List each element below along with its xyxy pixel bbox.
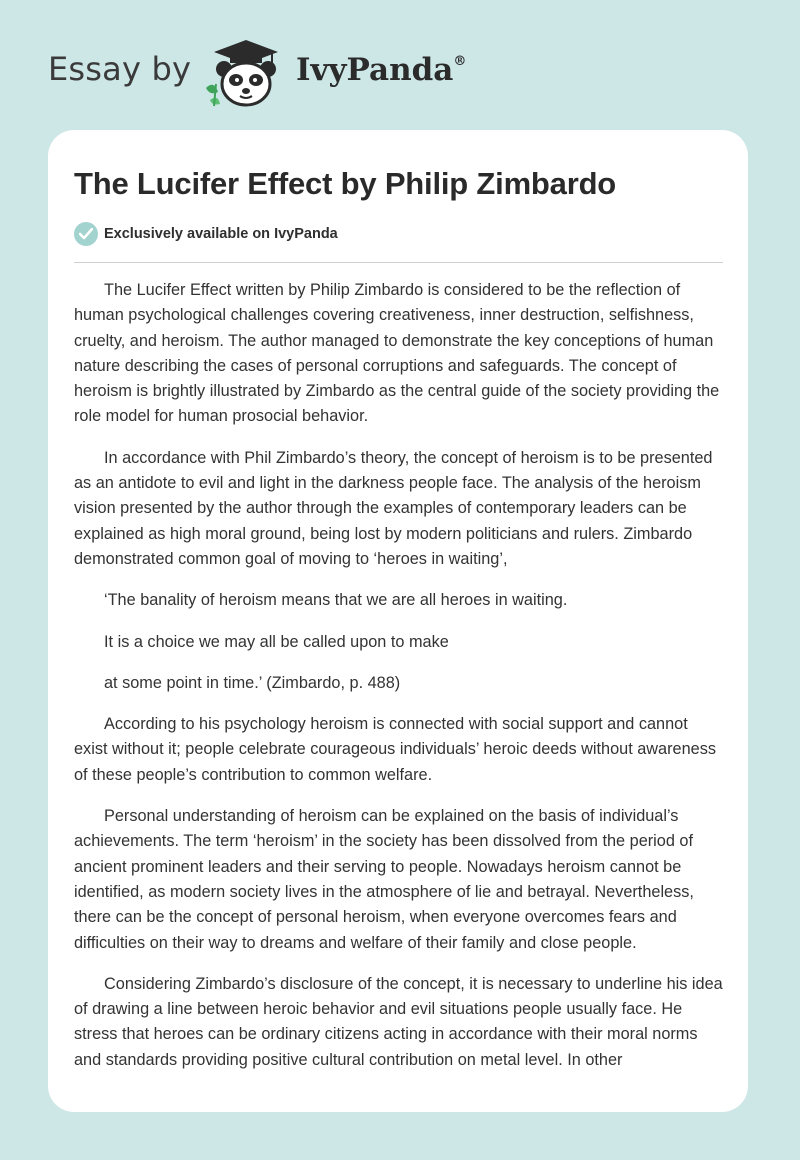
brand-name[interactable]: [296, 52, 466, 88]
paragraph: Considering Zimbardo’s disclosure of the concept, it is necessary to underline his idea of drawing a line between heroic behavior and evil situations people usually face. He stress that heroes can be ordinary citizens acting in accordance with their moral norms and standards providing positive cultural contribution on metal level. In other: [74, 974, 723, 1069]
paragraph: According to his psychology heroism is connected with social support and cannot exist without it; people celebrate courageous individuals’ heroic deeds without awareness of these people’s contribution to common welfare.: [74, 715, 716, 784]
exclusive-badge-label: Exclusively available on IvyPanda: [104, 226, 338, 242]
panda-logo-icon[interactable]: [200, 36, 292, 108]
paragraph: In accordance with Phil Zimbardo’s theory, the concept of heroism is to be presented as an antidote to evil and light in the darkness people face. The analysis of the heroism vision presented by the author through the examples of contemporary leaders can be explained as high moral ground, being lost by modern politicians and rulers. Zimbardo demonstrated common goal of moving to ‘heroes in waiting’,: [74, 448, 713, 568]
article-body: [74, 278, 724, 1089]
essay-card: [48, 130, 748, 1112]
quote-line: It is a choice we may all be called upon to make: [104, 632, 449, 651]
exclusive-badge: [74, 222, 338, 246]
paragraph: Personal understanding of heroism can be explained on the basis of individual’s achievements. The term ‘heroism’ in the society has been dissolved from the period of ancient prominent leaders and their serving to people. Nowadays heroism cannot be identified, as modern society lives in the atmosphere of lie and betrayal. Nevertheless, there can be the concept of personal heroism, when everyone overcomes fears and difficulties on their way to dreams and welfare of their family and close people.: [74, 807, 694, 952]
essay-by-tagline: Essay by: [48, 50, 192, 88]
divider: [74, 262, 723, 263]
quote-line: ‘The banality of heroism means that we are all heroes in waiting.: [104, 591, 568, 610]
site-header: [0, 0, 800, 120]
check-icon: [74, 222, 98, 246]
paragraph: The Lucifer Effect written by Philip Zimbardo is considered to be the reflection of human psychological challenges covering creativeness, inner destruction, selfishness, cruelty, and heroism. The author managed to demonstrate the key conceptions of human nature describing the cases of personal corruptions and safeguards. The concept of heroism is brightly illustrated by Zimbardo as the central guide of the society providing the role model for human prosocial behavior.: [74, 281, 720, 426]
brand-label: IvyPanda: [296, 52, 454, 88]
registered-mark: ®: [453, 54, 467, 69]
quote-line: at some point in time.’ (Zimbardo, p. 488): [104, 673, 401, 692]
page-title: The Lucifer Effect by Philip Zimbardo: [74, 166, 617, 201]
